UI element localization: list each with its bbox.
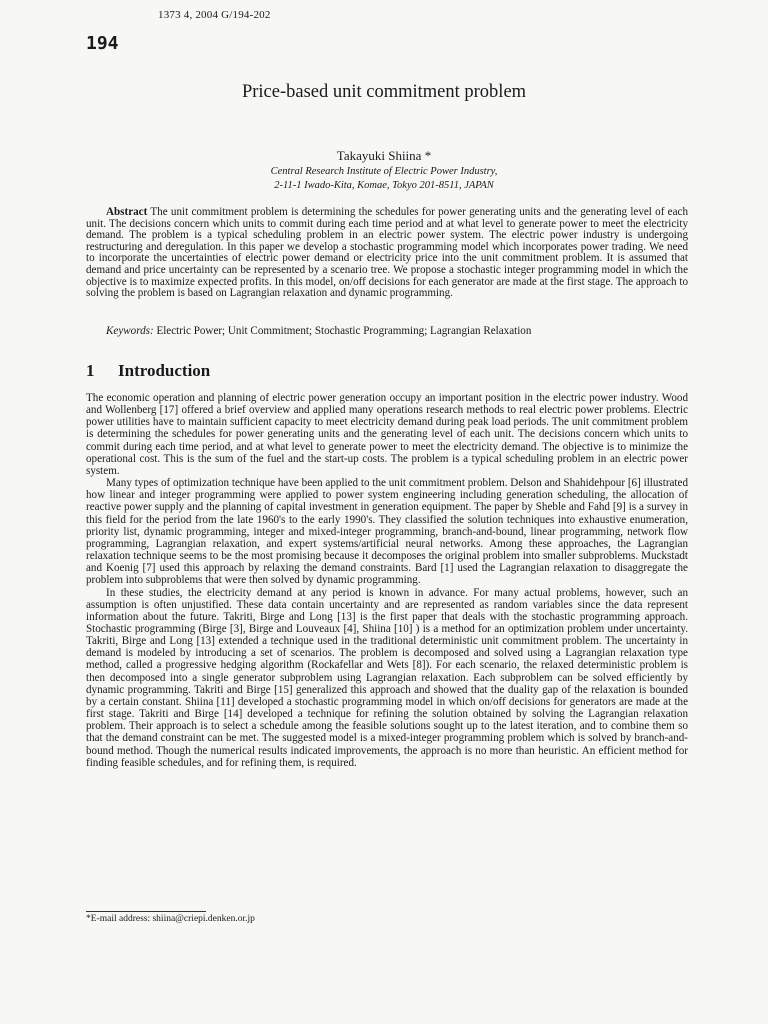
section-number: 1 [86, 361, 95, 380]
keywords-label: Keywords: [106, 325, 154, 337]
page-number: 194 [86, 33, 119, 54]
footnote: *E-mail address: shiina@criepi.denken.or.jp [86, 914, 255, 924]
keywords-text: Electric Power; Unit Commitment; Stochastic Programming; Lagrangian Relaxation [156, 325, 532, 337]
paragraph: Many types of optimization technique have been applied to the unit commitment problem. Delson and Shahidehpour [6] illustrated how linear and integer programming were applied to power system engineering including generation scheduling, the allocation of reactive power supply and the planning of capital investment in generation equipment. The paper by Sheble and Fahd [9] is a survey in this field for the period from the late 1960's to the early 1990's. They classified the solution techniques into exhaustive enumeration, priority list, dynamic programming, integer and mixed-integer programming, branch-and-bound, linear programming, network flow programming, Lagrangian relaxation, and expert systems/artificial neural networks. Among these approaches, the Lagrangian relaxation technique seems to be the most promising because it decomposes the original problem into smaller subproblems. Muckstadt and Koenig [7] used this approach by relaxing the demand constraints. Bard [1] used the Lagrangian relaxation to disaggregate the problem into subproblems that were then solved by dynamic programming. [86, 477, 688, 587]
affiliation-line-1: Central Research Institute of Electric Power Industry, [270, 166, 498, 177]
section-body [86, 392, 688, 769]
abstract [86, 207, 688, 300]
abstract-label: Abstract [106, 206, 148, 218]
paragraph: In these studies, the electricity demand at any period is known in advance. For many actual problems, however, such an assumption is often unjustified. These data contain uncertainty and are represented as random variables since the data represent information about the future. Takriti, Birge and Long [13] is the first paper that deals with the stochastic programming approach. Stochastic programming (Birge [3], Birge and Louveaux [4], Shiina [10] ) is a method for an optimization problem under uncertainty. Takriti, Birge and Long [13] extended a technique used in the traditional deterministic unit commitment problem. The uncertainty in demand is modeled by introducing a set of scenarios. The problem is decomposed and solved using a Lagrangian relaxation type method, called a progressive hedging algorithm (Rockafellar and Wets [8]). For each scenario, the relaxed deterministic problem is then decomposed into a single generator subproblem using Lagrangian relaxation. Each subproblem can be solved efficiently by dynamic programming. Takriti and Birge [15] generalized this approach and showed that the duality gap of the relaxation is bounded by a certain constant. Shiina [11] developed a stochastic programming model in which on/off decisions for generators are made at the first stage. Takriti and Birge [14] developed a technique for refining the solution obtained by solving the Lagrangian relaxation problem. Their approach is to select a schedule among the feasible solutions sought up to the latest iteration, and to combine them so that the demand constraint can be met. The suggested model is a mixed-integer programming problem which is solved by branch-and-bound method. Though the numerical results indicated improvements, the approach is no more than heuristic. An efficient method for finding feasible schedules, and for refining them, is required. [86, 586, 688, 769]
keywords [106, 326, 688, 338]
abstract-text: The unit commitment problem is determining the schedules for power generating units and the generating level of each unit. The decisions concern which units to commit during each time period and at what level to generate power to meet the electricity demand. The problem is a typical scheduling problem in an electric power system. The electric power industry is undergoing restructuring and deregulation. In this paper we develop a stochastic programming model which incorporates power trading. We need to incorporate the uncertainties of electric power demand or electricity price into the unit commitment problem. It is assumed that demand and price uncertainty can be represented by a scenario tree. We propose a stochastic integer programming model in which the objective is to maximize expected profits. In this model, on/off decisions for each generator are made at the first stage. The approach to solving the problem is based on Lagrangian relaxation and dynamic programming. [86, 206, 688, 300]
footnote-divider [86, 911, 206, 912]
affiliation-line-2: 2-11-1 Iwado-Kita, Komae, Tokyo 201-8511, JAPAN [274, 180, 494, 191]
paper-title: Price-based unit commitment problem [241, 82, 527, 102]
paragraph: The economic operation and planning of electric power generation occupy an important position in the electric power industry. Wood and Wollenberg [17] offered a brief overview and applied many operations research methods to real electric power problems. Electric power utilities have to maintain sufficient capacity to meet electricity demand during peak load periods. The unit commitment problem is determining the schedules for power generating units and the generating level of each unit. The decisions concern which units to commit during each time period, and at what level to generate power to meet the electricity demand. The objective is to minimize the operational cost. This is the sum of the fuel and the start-up costs. The problem is a typical scheduling problem in an electric power system. [86, 392, 688, 477]
journal-reference: 1373 4, 2004 G/194-202 [158, 9, 271, 21]
section-heading [86, 361, 210, 381]
section-title: Introduction [118, 361, 211, 380]
author-name: Takayuki Shiina * [336, 148, 432, 163]
